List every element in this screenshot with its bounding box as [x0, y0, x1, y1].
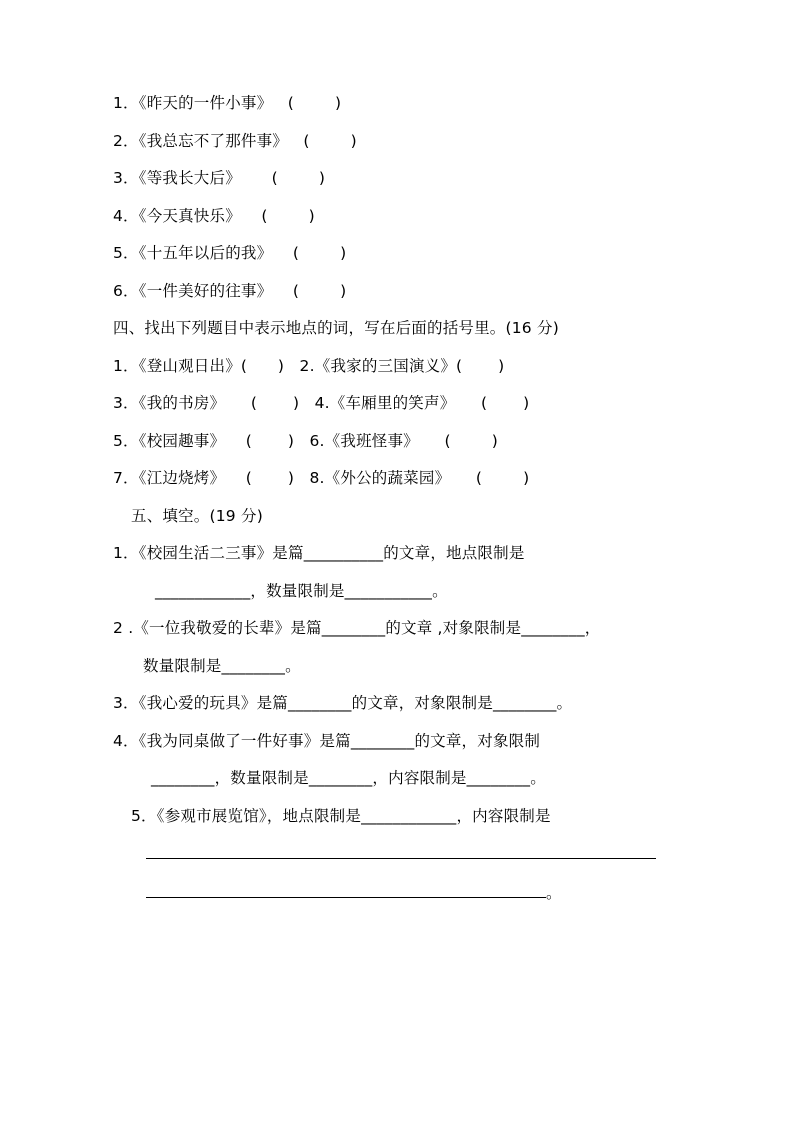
s5-5-text-b: ，内容限制是 [456, 806, 551, 825]
section5-item-4-line-1 [113, 731, 693, 750]
s5-1-blank-1: __________ [303, 544, 384, 562]
section5-item-3-line-1 [113, 696, 693, 712]
s5-4-blank-4: ________ [466, 769, 531, 787]
s5-2-blank-2: ________ [521, 619, 585, 637]
document-content [113, 96, 693, 923]
s5-5-blank-1: ____________ [361, 806, 457, 825]
section5-item-2-line-1 [113, 621, 693, 637]
s5-2-text-c: ， [584, 619, 601, 637]
section5-item-4-line-2 [113, 771, 693, 787]
s5-3-text-c: 。 [556, 694, 573, 712]
s5-5-text-c: 。 [546, 883, 562, 902]
section5-heading: 五、填空。(19 分) [131, 506, 263, 525]
section4-item-4: 7．《江边烧烤》 ( ) 8.《外公的蔬菜园》 ( ) [113, 469, 530, 487]
s5-4-text-c: ，数量限制是 [214, 769, 309, 787]
section3-item-4: 4．《今天真快乐》 ( ) [113, 206, 315, 225]
section4-item-3: 5．《校园趣事》 ( ) 6.《我班怪事》 ( ) [113, 431, 499, 450]
s5-4-blank-1: ________ [350, 731, 415, 750]
s5-4-text-e: 。 [530, 769, 546, 787]
s5-1-text-b: 的文章，地点限制是 [383, 544, 525, 562]
answer-rule-long-2 [146, 885, 546, 898]
s5-2-blank-3: ________ [221, 656, 286, 675]
s5-1-text-c: ，数量限制是 [250, 581, 345, 600]
s5-4-text-a: 4．《我为同桌做了一件好事》是篇 [113, 731, 351, 750]
section3-item-1: 1．《昨天的一件小事》 ( ) [113, 94, 342, 112]
answer-rule-long-1 [146, 846, 656, 859]
section5-item-5-line-1 [113, 806, 693, 825]
s5-3-text-a: 3．《我心爱的玩具》是篇 [113, 694, 289, 712]
section5-item-5-line-3 [113, 885, 693, 902]
s5-4-blank-3: ________ [308, 769, 373, 787]
s5-5-text-a: 5．《参观市展览馆》，地点限制是 [131, 806, 362, 825]
section4-heading: 四、找出下列题目中表示地点的词，写在后面的括号里。(16 分) [113, 319, 559, 337]
s5-4-text-b: 的文章，对象限制 [414, 731, 541, 750]
section5-item-2-line-2 [113, 656, 693, 675]
section3-item-5: 5．《十五年以后的我》 ( ) [113, 244, 347, 262]
s5-1-blank-2: ____________ [155, 581, 251, 600]
s5-4-blank-2: ________ [151, 769, 215, 787]
s5-1-text-d: 。 [432, 581, 448, 600]
s5-2-text-d: 数量限制是 [143, 656, 222, 675]
s5-4-text-d: ，内容限制是 [372, 769, 467, 787]
section5-item-1-line-2 [113, 581, 693, 600]
s5-2-text-a: 2 .《一位我敬爱的长辈》是篇 [113, 619, 322, 637]
section3-item-2: 2．《我总忘不了那件事》 ( ) [113, 131, 357, 150]
section5-item-1-line-1 [113, 546, 693, 562]
s5-1-blank-3: ___________ [344, 581, 433, 600]
s5-2-text-b: 的文章 ,对象限制是 [385, 619, 522, 637]
s5-3-blank-2: ________ [492, 694, 557, 712]
s5-3-blank-1: ________ [288, 694, 352, 712]
s5-2-text-e: 。 [285, 656, 301, 675]
section5-item-5-line-2 [113, 846, 693, 863]
section3-item-3: 3．《等我长大后》 ( ) [113, 169, 326, 187]
s5-3-text-b: 的文章，对象限制是 [351, 694, 493, 712]
s5-2-blank-1: ________ [321, 619, 386, 637]
section3-item-6: 6．《一件美好的往事》 ( ) [113, 281, 347, 300]
section4-item-2: 3．《我的书房》 ( ) 4.《车厢里的笑声》 ( ) [113, 394, 530, 412]
s5-1-text-a: 1．《校园生活二三事》是篇 [113, 544, 304, 562]
section4-item-1: 1．《登山观日出》( ) 2.《我家的三国演义》( ) [113, 356, 505, 375]
